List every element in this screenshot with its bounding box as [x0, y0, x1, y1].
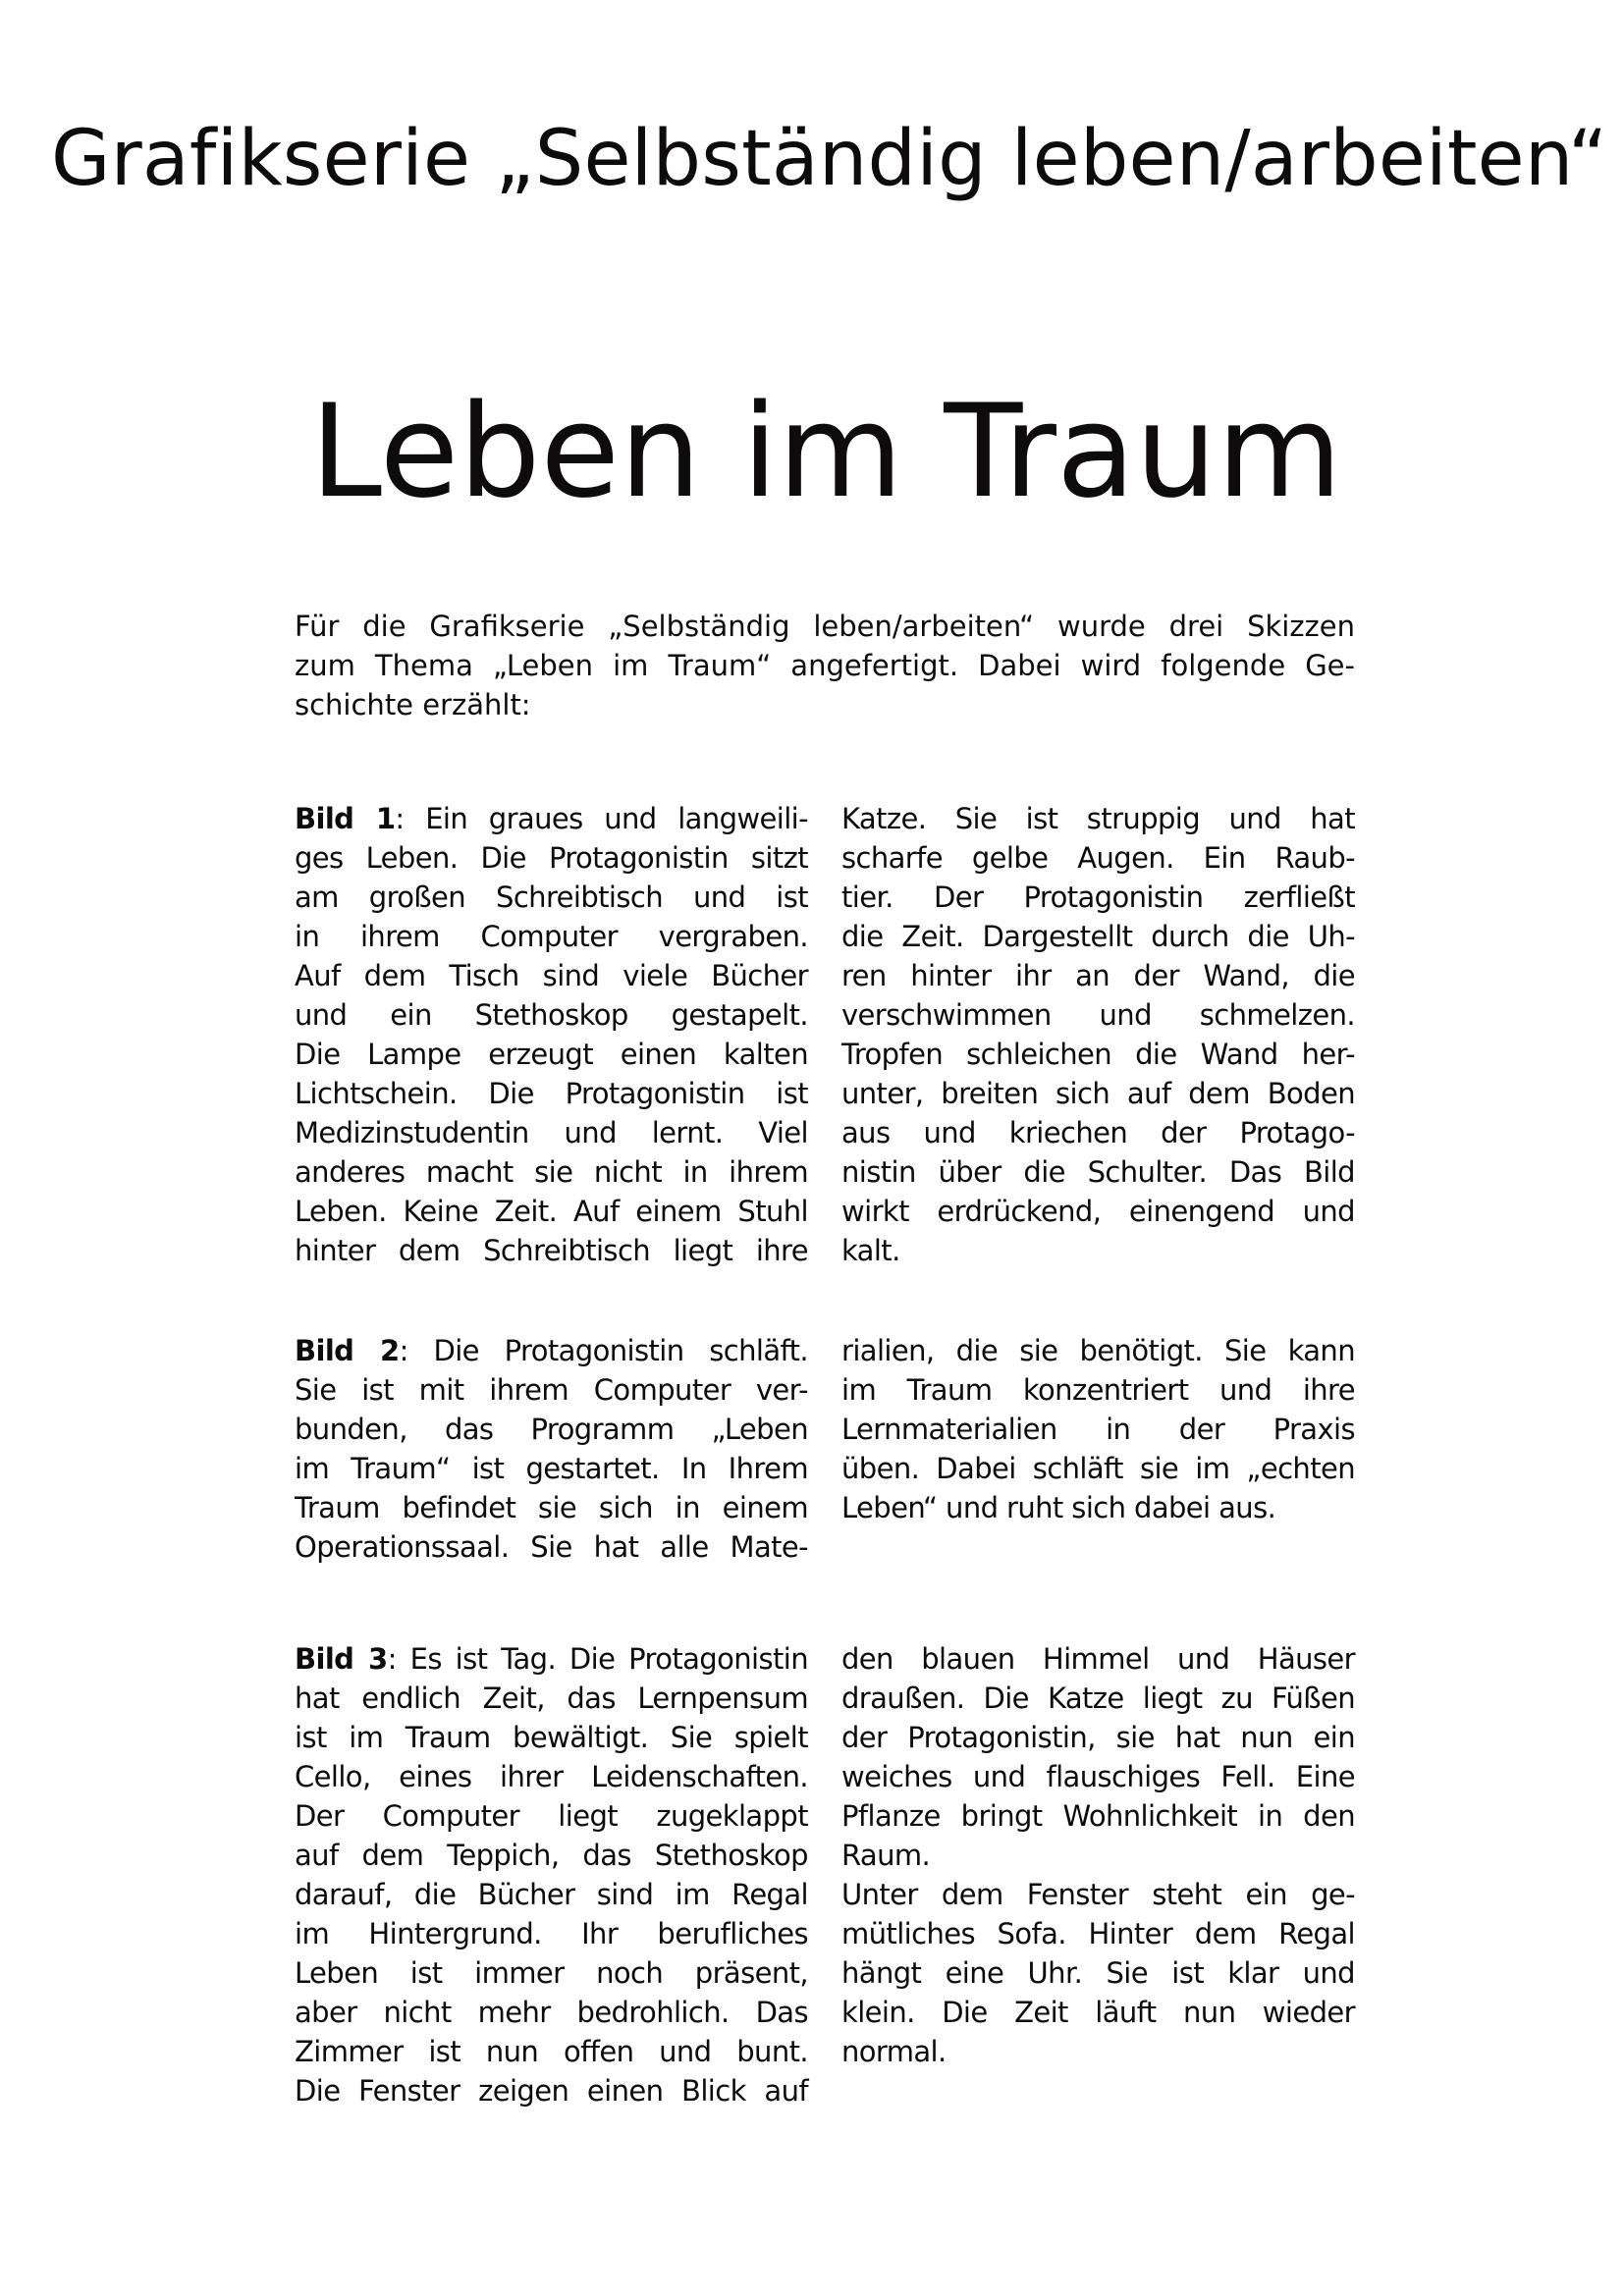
intro-line: zum Thema „Leben im Traum“ angefertigt. Dabei wird folgende Ge-	[295, 649, 1355, 682]
paragraph-line: Lernmaterialien in der Praxis	[841, 1413, 1355, 1446]
paragraph-line: ren hinter ihr an der Wand, die	[841, 959, 1355, 992]
paragraph-line: unter, breiten sich auf dem Boden	[841, 1077, 1355, 1110]
paragraph-line: Leben. Keine Zeit. Auf einem Stuhl	[295, 1195, 808, 1228]
column-left	[295, 799, 808, 1270]
paragraph-line: weiches und flauschiges Fell. Eine	[841, 1760, 1355, 1793]
paragraph-line: hängt eine Uhr. Sie ist klar und	[841, 1956, 1355, 1990]
paragraph-line: darauf, die Bücher sind im Regal	[295, 1878, 808, 1911]
section-bild-1	[295, 799, 1355, 1270]
column-right	[841, 1331, 1355, 1567]
paragraph-line: aus und kriechen der Protago-	[841, 1116, 1355, 1149]
paragraph-line: Die Lampe erzeugt einen kalten	[295, 1038, 808, 1071]
column-right	[841, 1639, 1355, 2110]
paragraph-line: üben. Dabei schläft sie im „echten	[841, 1452, 1355, 1485]
column-left	[295, 1331, 808, 1567]
document-title: Leben im Traum	[310, 376, 1342, 526]
intro-line: schichte erzählt:	[295, 688, 531, 721]
paragraph-line: Katze. Sie ist struppig und hat	[841, 802, 1355, 835]
paragraph-line	[295, 799, 808, 838]
paragraph-line: draußen. Die Katze liegt zu Füßen	[841, 1682, 1355, 1715]
paragraph-line: normal.	[841, 2035, 947, 2068]
paragraph-line: Tropfen schleichen die Wand her-	[841, 1038, 1355, 1071]
paragraph-line: den blauen Himmel und Häuser	[841, 1642, 1355, 1676]
paragraph-line: Raum.	[841, 1839, 931, 1872]
paragraph-line: der Protagonistin, sie hat nun ein	[841, 1721, 1355, 1754]
line-text: : Es ist Tag. Die Protagonistin	[387, 1642, 809, 1676]
paragraph-line: Lichtschein. Die Protagonistin ist	[295, 1077, 808, 1110]
paragraph-line: rialien, die sie benötigt. Sie kann	[841, 1334, 1355, 1367]
paragraph-line: Der Computer liegt zugeklappt	[295, 1799, 808, 1833]
paragraph-line: klein. Die Zeit läuft nun wieder	[841, 1996, 1355, 2029]
series-title: Grafikserie „Selbständig leben/arbeiten“	[51, 115, 1608, 203]
paragraph-line: Unter dem Fenster steht ein ge-	[841, 1878, 1355, 1911]
line-text: : Ein graues und langweili-	[395, 802, 809, 835]
intro-line: Für die Grafikserie „Selbständig leben/arbeiten“ wurde drei Skizzen	[295, 610, 1355, 643]
image-label: Bild 3	[295, 1642, 388, 1676]
paragraph-line: Traum befindet sie sich in einem	[295, 1491, 808, 1524]
paragraph-line: auf dem Teppich, das Stethoskop	[295, 1839, 808, 1872]
paragraph-line: Cello, eines ihrer Leidenschaften.	[295, 1760, 808, 1793]
image-label: Bild 2	[295, 1334, 400, 1367]
paragraph-line	[295, 1639, 808, 1679]
paragraph-line: ist im Traum bewältigt. Sie spielt	[295, 1721, 808, 1754]
paragraph-line: hinter dem Schreibtisch liegt ihre	[295, 1234, 808, 1267]
paragraph-line: im Traum“ ist gestartet. In Ihrem	[295, 1452, 808, 1485]
paragraph-line: Leben ist immer noch präsent,	[295, 1956, 808, 1990]
paragraph-line: hat endlich Zeit, das Lernpensum	[295, 1682, 808, 1715]
paragraph-line: im Traum konzentriert und ihre	[841, 1373, 1355, 1407]
paragraph-line: Zimmer ist nun offen und bunt.	[295, 2035, 808, 2068]
paragraph-line: am großen Schreibtisch und ist	[295, 881, 808, 914]
paragraph-line: bunden, das Programm „Leben	[295, 1413, 808, 1446]
section-bild-3	[295, 1639, 1355, 2110]
paragraph-line: Pflanze bringt Wohnlichkeit in den	[841, 1799, 1355, 1833]
paragraph-line: Operationssaal. Sie hat alle Mate-	[295, 1530, 808, 1564]
paragraph-line: wirkt erdrückend, einengend und	[841, 1195, 1355, 1228]
paragraph-line: mütliches Sofa. Hinter dem Regal	[841, 1917, 1355, 1950]
line-text: : Die Protagonistin schläft.	[399, 1334, 809, 1367]
paragraph-line: und ein Stethoskop gestapelt.	[295, 998, 808, 1032]
paragraph-line: ges Leben. Die Protagonistin sitzt	[295, 841, 808, 875]
paragraph-line: nistin über die Schulter. Das Bild	[841, 1155, 1355, 1189]
paragraph-line: tier. Der Protagonistin zerfließt	[841, 881, 1355, 914]
paragraph-line: scharfe gelbe Augen. Ein Raub-	[841, 841, 1355, 875]
paragraph-line: aber nicht mehr bedrohlich. Das	[295, 1996, 808, 2029]
paragraph-line: kalt.	[841, 1234, 900, 1267]
paragraph-line: im Hintergrund. Ihr berufliches	[295, 1917, 808, 1950]
paragraph-line: Medizinstudentin und lernt. Viel	[295, 1116, 808, 1149]
paragraph-line: Auf dem Tisch sind viele Bücher	[295, 959, 808, 992]
paragraph-line: Die Fenster zeigen einen Blick auf	[295, 2074, 808, 2108]
column-left	[295, 1639, 808, 2110]
column-right	[841, 799, 1355, 1270]
paragraph-line: die Zeit. Dargestellt durch die Uh-	[841, 920, 1355, 953]
paragraph-line: Leben“ und ruht sich dabei aus.	[841, 1491, 1276, 1524]
paragraph-line	[295, 1331, 808, 1370]
intro-paragraph	[295, 607, 1355, 724]
paragraph-line: verschwimmen und schmelzen.	[841, 998, 1355, 1032]
paragraph-line: anderes macht sie nicht in ihrem	[295, 1155, 808, 1189]
section-bild-2	[295, 1331, 1355, 1567]
paragraph-line: Sie ist mit ihrem Computer ver-	[295, 1373, 808, 1407]
paragraph-line: in ihrem Computer vergraben.	[295, 920, 808, 953]
image-label: Bild 1	[295, 802, 396, 835]
